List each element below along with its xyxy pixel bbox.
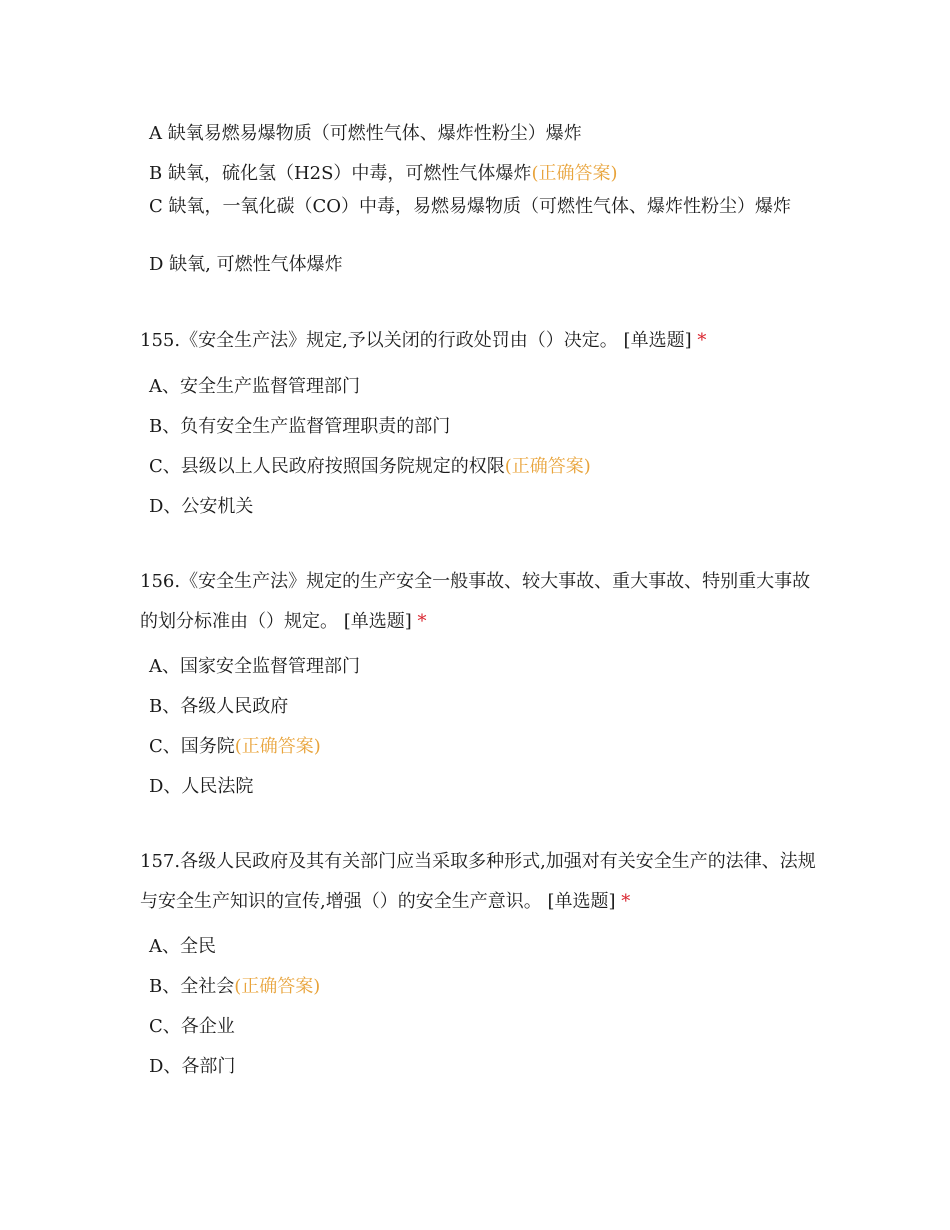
option-a: A 缺氧易燃易爆物质（可燃性气体、爆炸性粉尘）爆炸	[149, 123, 582, 144]
required-star: *	[621, 891, 631, 912]
correct-answer-marker: (正确答案)	[531, 163, 618, 184]
question-155	[140, 321, 820, 361]
question-type-label: [单选题]	[623, 330, 692, 351]
option-c: C、国务院(正确答案)	[149, 736, 321, 757]
option-b: B、全社会(正确答案)	[149, 976, 321, 997]
question-type-label: [单选题]	[343, 611, 412, 632]
option-d: D、各部门	[149, 1056, 236, 1077]
question-157	[140, 842, 820, 922]
question-text: 156.《安全生产法》规定的生产安全一般事故、较大事故、重大事故、特别重大事故的划分标准由（）规定。	[140, 571, 811, 632]
question-156	[140, 562, 820, 642]
option-d: D、人民法院	[149, 776, 254, 797]
option-b: B 缺氧，硫化氢（H2S）中毒，可燃性气体爆炸(正确答案)	[149, 163, 618, 184]
question-type-label: [单选题]	[547, 891, 616, 912]
option-a: A、全民	[149, 936, 216, 957]
option-a: A、安全生产监督管理部门	[149, 376, 360, 397]
option-c: C、县级以上人民政府按照国务院规定的权限(正确答案)	[149, 456, 591, 477]
option-a: A、国家安全监督管理部门	[149, 656, 360, 677]
option-d: D、公安机关	[149, 496, 254, 517]
correct-answer-marker: (正确答案)	[504, 456, 591, 477]
option-d: D 缺氧, 可燃性气体爆炸	[149, 254, 343, 275]
correct-answer-marker: (正确答案)	[234, 736, 321, 757]
option-c: C、各企业	[149, 1016, 235, 1037]
correct-answer-marker: (正确答案)	[234, 976, 321, 997]
question-text: 155.《安全生产法》规定,予以关闭的行政处罚由（）决定。	[140, 330, 618, 351]
required-star: *	[417, 611, 427, 632]
option-b: B、负有安全生产监督管理职责的部门	[149, 416, 451, 437]
required-star: *	[697, 330, 707, 351]
option-b: B、各级人民政府	[149, 696, 289, 717]
question-text: 157.各级人民政府及其有关部门应当采取多种形式,加强对有关安全生产的法律、法规与安全生产知识的宣传,增强（）的安全生产意识。	[140, 851, 816, 912]
option-c: C 缺氧，一氧化碳（CO）中毒，易燃易爆物质（可燃性气体、爆炸性粉尘）爆炸	[149, 196, 792, 217]
